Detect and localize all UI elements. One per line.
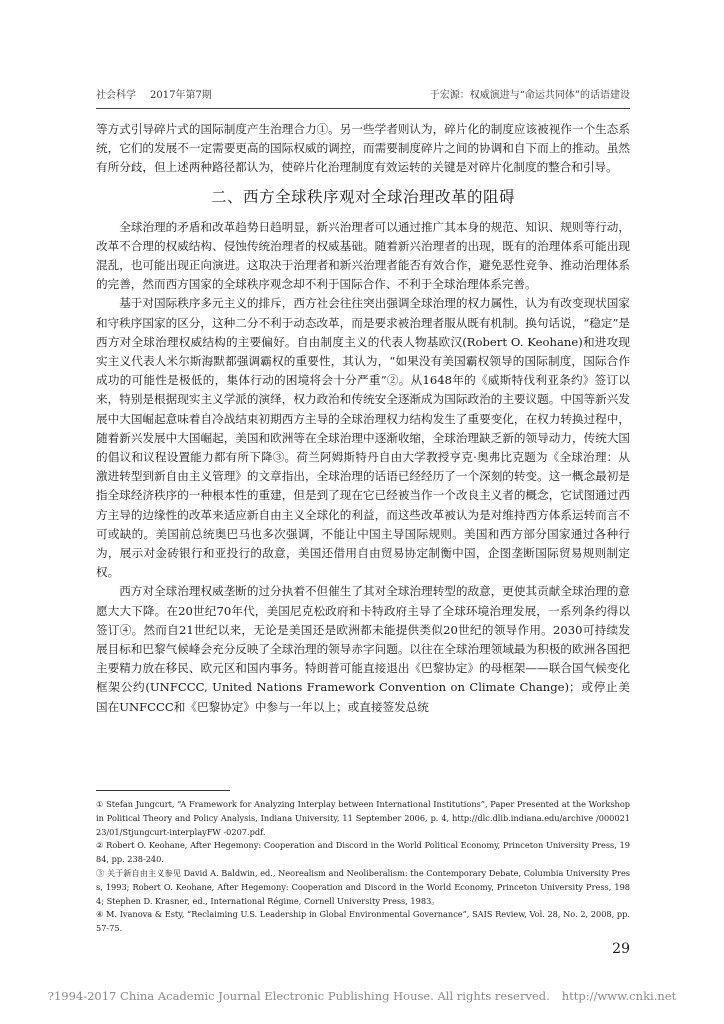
header-journal-issue <box>96 88 212 104</box>
paragraph-3: 西方对全球治理权威垄断的过分执着不但催生了其对全球治理转型的敌意，更使其贡献全球治理的意愿大大下降。在20世纪70年代，美国尼克松政府和卡特政府主导了全球环境治理发展，一系列条约得以签订④。然而自21世纪以来，无论是美国还是欧洲都未能提供类似20世纪的领导作用。2030可持续发展目标和巴黎气候峰会充分反映了全球治理的领导赤字问题。以往在全球治理领域最为积极的欧洲各国把主要精力放在移民、欧元区和国内事务。特朗普可能直接退出《巴黎协定》的母框架——联合国气候变化框架公约(UNFCCC, United Nations Framework Convention on Climate Change)；或停止美国在UNFCCC和《巴黎协定》中参与一年以上；或直接签发总统 <box>96 584 630 714</box>
footnotes <box>96 798 630 936</box>
copyright-footer <box>0 988 724 1004</box>
section-heading: 二、西方全球秩序观对全球治理改革的阻碍 <box>210 187 515 206</box>
running-header <box>96 88 630 104</box>
paragraph-intro: 等方式引导碎片式的国际制度产生治理合力①。另一些学者则认为，碎片化的制度应该被视作一个生态系统，它们的发展不一定需要更高的国际权威的调控，而需要制度碎片之间的协调和自下而上的推动。虽然有所分歧，但上述两种路径都认为，使碎片化治理制度有效运转的关键是对碎片化制度的整合和引导。 <box>96 122 630 175</box>
paragraph-1: 全球治理的矛盾和改革趋势日趋明显，新兴治理者可以通过推广其本身的规范、知识、规则等行动，改革不合理的权威结构、侵蚀传统治理者的权威基础。随着新兴治理者的出现，既有的治理体系可能出现混乱，也可能出现正向演进。这取决于治理者和新兴治理者能否有效合作，避免恶性竞争、推动治理体系的完善，然而西方国家的全球秩序观念却不利于国际合作、不利于全球治理体系完善。 <box>96 219 630 292</box>
copyright-notice: ?1994-2017 China Academic Journal Electronic Publishing House. All rights reserved. <box>47 989 550 1003</box>
footnote-1: ① Stefan Jungcurt, “A Framework for Analyzing Interplay between International Institutions”, Paper Presented at the Workshop in Political Theory and Policy Analysis, Indiana University, 11 September 2006, p. 4, http://dlc.dlib.indiana.edu/archive /00002123/01/Stjungcurt-interplayFW -0207.pdf. <box>96 799 630 837</box>
paragraph-2: 基于对国际秩序多元主义的排斥，西方社会往往突出强调全球治理的权力属性，认为有改变现状国家和守秩序国家的区分，这种二分不利于动态改革，而是要求被治理者服从既有机制。换句话说，“稳定”是西方对全球治理权威结构的主要偏好。自由制度主义的代表人物基欧汉(Robert O. Keohane)和进攻现实主义代表人米尔斯海默都强调霸权的重要性，其认为，“如果没有美国霸权领导的国际制度，国际合作成功的可能性是极低的，集体行动的困境将会十分严重”②。从1648年的《威斯特伐利亚条约》签订以来，特别是根据现实主义学派的演绎，权力政治和传统安全逐渐成为国际政治的主要议题。中国等新兴发展中大国崛起意味着自冷战结束初期西方主导的全球治理权力结构发生了重要变化，在权力转换过程中，随着新兴发展中大国崛起，美国和欧洲等在全球治理中逐渐收缩，全球治理缺乏新的领导动力，传统大国的倡议和议程设置能力都有所下降③。荷兰阿姆斯特丹自由大学教授亨克·奥弗比克题为《全球治理：从激进转型到新自由主义管理》的文章指出，全球治理的话语已经经历了一个深刻的转变。这一概念最初是指全球经济秩序的一种根本性的重建，但是到了现在它已经被当作一个改良主义者的概念，它试图通过西方主导的边缘性的改革来适应新自由主义全球化的利益，而这些改革被认为是对维持西方体系运转而言不可或缺的。美国前总统奥巴马也多次强调，不能让中国主导国际规则。美国和西方部分国家通过各种行为，展示对金砖银行和亚投行的敌意，美国还借用自由贸易协定制衡中国，企图垄断国际贸易规则制定权。 <box>96 296 630 580</box>
footnote-4: ④ M. Ivanova & Esty, “Reclaiming U.S. Leadership in Global Environmental Governance”, SAIS Review, Vol. 28, No. 2, 2008, pp. 57-75. <box>96 909 630 934</box>
footnote-2: ② Robert O. Keohane, After Hegemony: Cooperation and Discord in the World Political Economy, Princeton University Press, 1984, pp. 238-240. <box>96 840 630 865</box>
footnote-divider <box>96 790 230 791</box>
header-issue: 2017年第7期 <box>150 90 212 101</box>
copyright-url: http://www.cnki.net <box>561 989 677 1003</box>
footnote-3: ③ 关于新自由主义参见 David A. Baldwin, ed., Neorealism and Neoliberalism: the Contemporary Debate, Columbia University Press, 1993; Robert O. Keohane, After Hegemony: Cooperation and Discord in the World Economy, Princeton University Press, 1984; Stephen D. Krasner, ed., International Régime, Cornell University Press, 1983。 <box>96 867 630 906</box>
header-article-title: 于宏源：权威演进与“命运共同体”的话语建设 <box>429 90 630 101</box>
page-number: 29 <box>612 941 630 957</box>
header-divider <box>96 108 630 109</box>
header-journal: 社会科学 <box>96 90 136 101</box>
article-body <box>96 120 630 717</box>
